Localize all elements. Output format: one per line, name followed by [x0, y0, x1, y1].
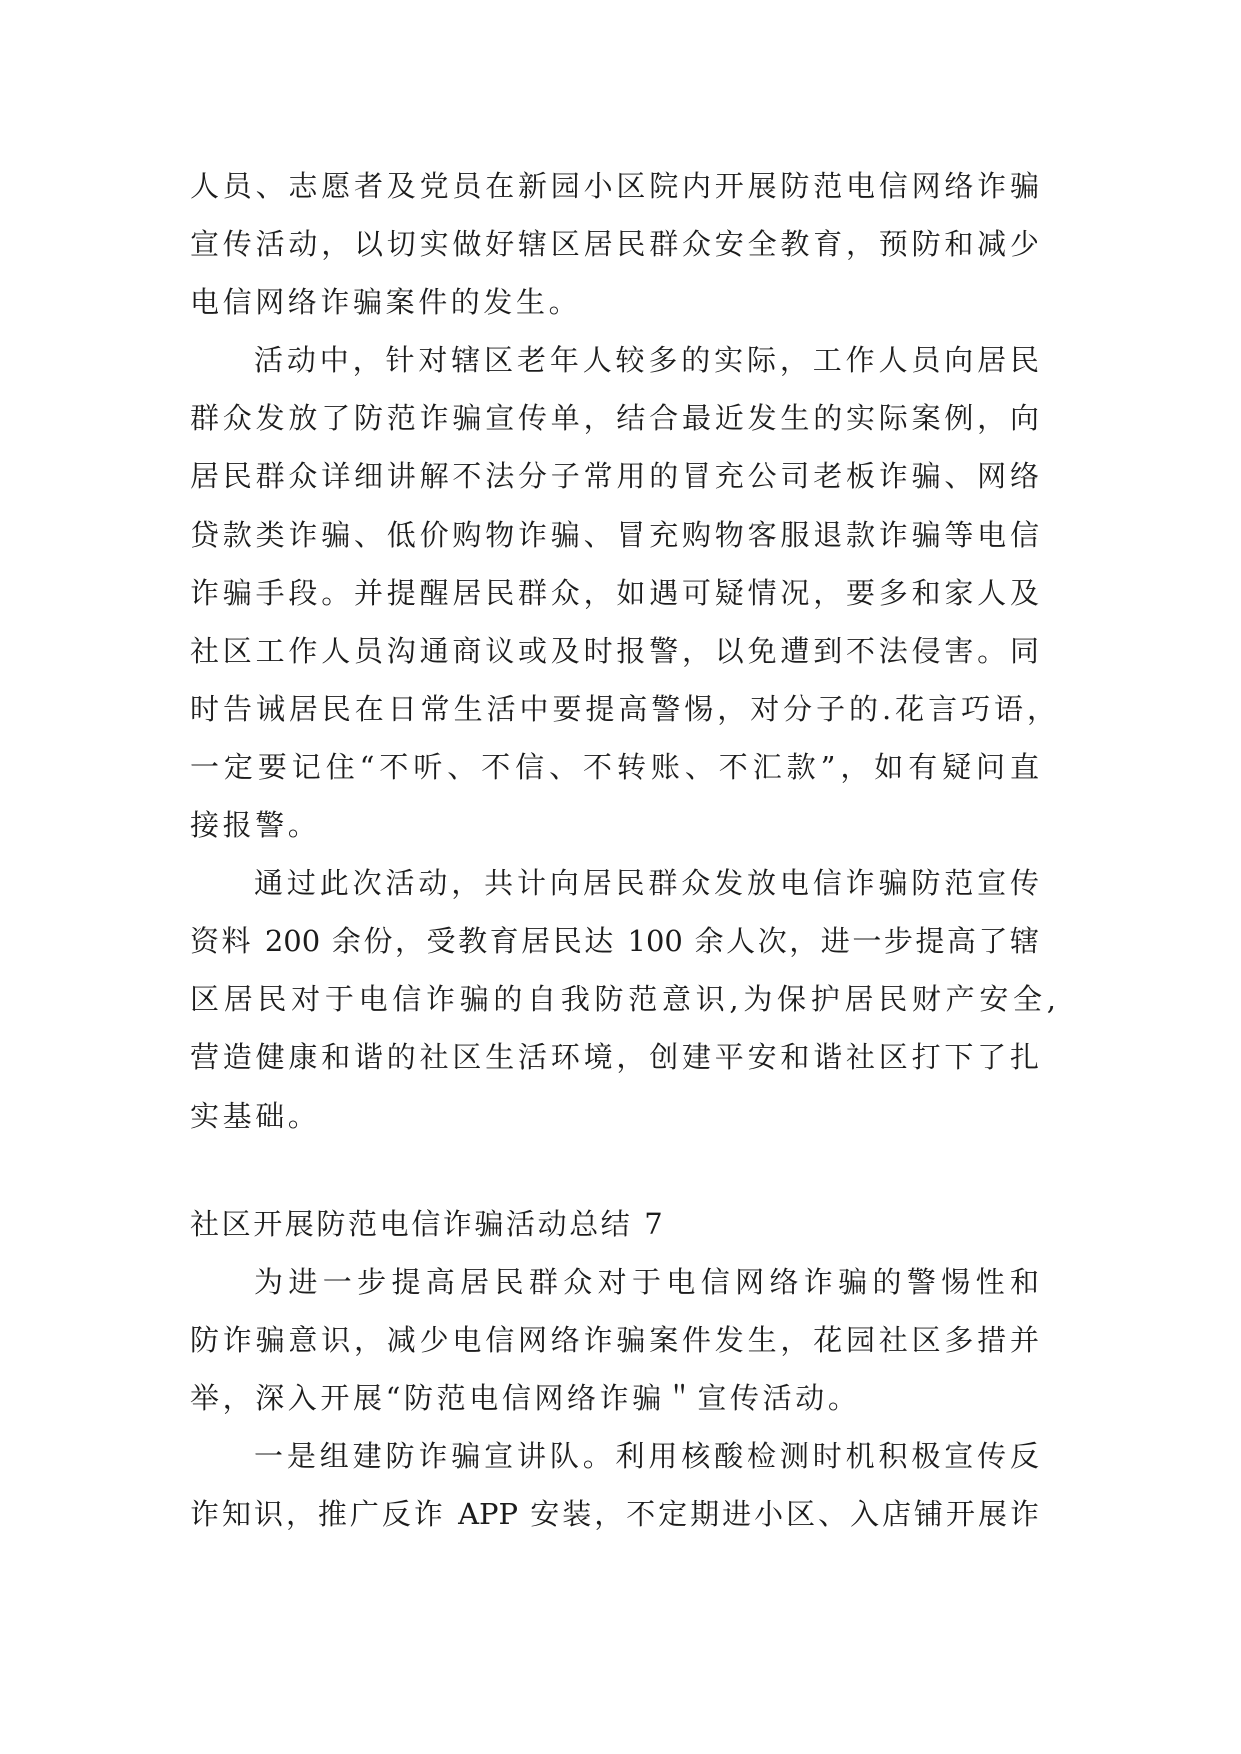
text-line: 人员、志愿者及党员在新园小区院内开展防范电信网络诈骗	[190, 169, 1039, 203]
document-body-upper	[190, 157, 1056, 1145]
text-line: 通过此次活动，共计向居民群众发放电信诈骗防范宣传	[254, 866, 1039, 901]
paragraph	[190, 157, 1039, 331]
text-line: 诈骗手段。并提醒居民群众，如遇可疑情况，要多和家人及	[190, 575, 1039, 610]
text-line: 社区工作人员沟通商议或及时报警，以免遭到不法侵害。同	[190, 633, 1039, 668]
text-line: 接报警。	[190, 808, 321, 843]
text-line: 举，深入开展“防范电信网络诈骗＂宣传活动。	[190, 1381, 861, 1416]
paragraph	[190, 854, 1056, 1144]
text-line: 一定要记住“不听、不信、不转账、不汇款”，如有疑问直	[190, 749, 1039, 784]
section-title: 社区开展防范电信诈骗活动总结 7	[190, 1207, 666, 1241]
text-line: 贷款类诈骗、低价购物诈骗、冒充购物客服退款诈骗等电信	[190, 517, 1039, 552]
text-line: 活动中，针对辖区老年人较多的实际，工作人员向居民	[254, 343, 1039, 378]
paragraph	[190, 1427, 1039, 1543]
text-line: 居民群众详细讲解不法分子常用的冒充公司老板诈骗、网络	[190, 459, 1039, 494]
document-body-lower	[190, 1195, 1039, 1544]
text-line: 群众发放了防范诈骗宣传单，结合最近发生的实际案例，向	[190, 401, 1039, 436]
text-line: 防诈骗意识，减少电信网络诈骗案件发生，花园社区多措并	[190, 1323, 1039, 1358]
paragraph	[190, 331, 1056, 854]
text-line: 一是组建防诈骗宣讲队。利用核酸检测时机积极宣传反	[254, 1439, 1039, 1474]
text-line: 区居民对于电信诈骗的自我防范意识,为保护居民财产安全,	[190, 982, 1056, 1017]
text-line: 为进一步提高居民群众对于电信网络诈骗的警惕性和	[254, 1265, 1039, 1300]
text-line: 时告诫居民在日常生活中要提高警惕，对分子的.花言巧语，	[190, 691, 1056, 726]
text-line: 宣传活动，以切实做好辖区居民群众安全教育，预防和减少	[190, 227, 1039, 262]
text-line: 实基础。	[190, 1098, 321, 1133]
text-line: 营造健康和谐的社区生活环境，创建平安和谐社区打下了扎	[190, 1040, 1039, 1075]
paragraph	[190, 1253, 1039, 1427]
text-line: 诈知识，推广反诈 APP 安装，不定期进小区、入店铺开展诈	[190, 1497, 1039, 1532]
text-line: 资料 200 余份，受教育居民达 100 余人次，进一步提高了辖	[190, 924, 1039, 959]
text-line: 电信网络诈骗案件的发生。	[190, 285, 582, 320]
